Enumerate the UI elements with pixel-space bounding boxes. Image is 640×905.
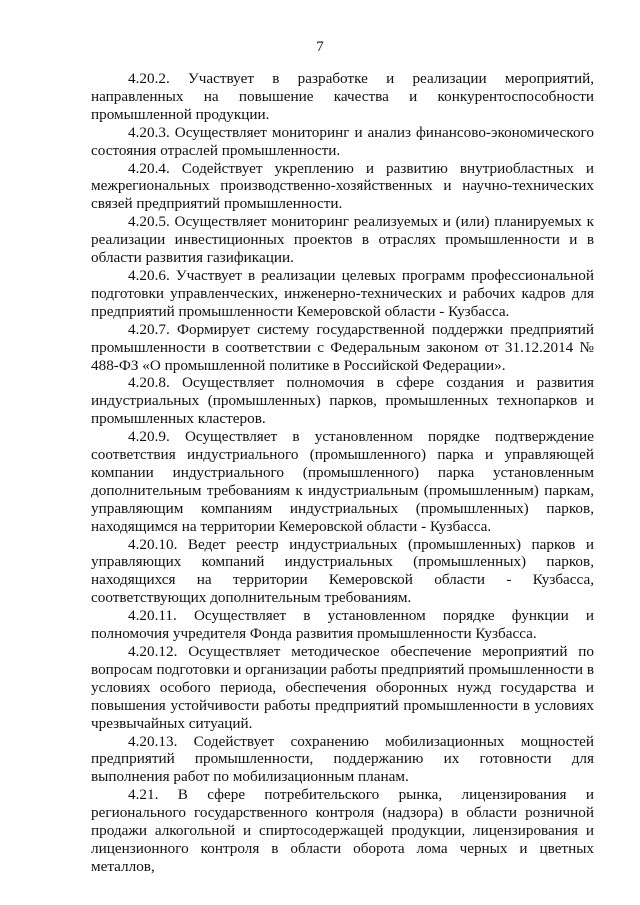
paragraph-4-20-6: 4.20.6. Участвует в реализации целевых программ профессиональной подготовки управленческих, инженерно-технических и рабочих кадров для предприятий промышленности Кемеровской области - Кузбасса. (91, 266, 594, 320)
paragraph-4-20-5: 4.20.5. Осуществляет мониторинг реализуемых и (или) планируемых к реализации инвестиционных проектов в отраслях промышленности и в области развития газификации. (91, 213, 594, 267)
paragraph-4-21: 4.21. В сфере потребительского рынка, лицензирования и регионального государственного контроля (надзора) в области розничной продажи алкогольной и спиртосодержащей продукции, лицензирования и лицензионного контроля в области оборота лома черных и цветных металлов, (91, 786, 594, 875)
paragraph-4-20-9: 4.20.9. Осуществляет в установленном порядке подтверждение соответствия индустриального (промышленного) парка и управляющей компании индустриального (промышленного) парка установленным дополнительным требованиям к индустриальным (промышленным) паркам, управляющим компаниям индустриальных (промышленных) парков, находящимся на территории Кемеровской области - Кузбасса. (91, 428, 594, 535)
paragraph-4-20-3: 4.20.3. Осуществляет мониторинг и анализ финансово-экономического состояния отраслей промышленности. (91, 123, 594, 159)
paragraph-4-20-7: 4.20.7. Формирует систему государственной поддержки предприятий промышленности в соответствии с Федеральным законом от 31.12.2014 № 488-ФЗ «О промышленной политике в Российской Федерации». (91, 320, 594, 374)
paragraph-4-20-13: 4.20.13. Содействует сохранению мобилизационных мощностей предприятий промышленности, поддержанию их готовности для выполнения работ по мобилизационным планам. (91, 732, 594, 786)
paragraph-4-20-8: 4.20.8. Осуществляет полномочия в сфере создания и развития индустриальных (промышленных) парков, промышленных технопарков и промышленных кластеров. (91, 374, 594, 428)
paragraph-4-20-2: 4.20.2. Участвует в разработке и реализации мероприятий, направленных на повышение качества и конкурентоспособности промышленной продукции. (91, 70, 594, 123)
document-body (91, 70, 594, 876)
paragraph-4-20-4: 4.20.4. Содействует укреплению и развитию внутриобластных и межрегиональных производственно-хозяйственных и научно-технических связей предприятий промышленности. (91, 159, 594, 213)
paragraph-4-20-11: 4.20.11. Осуществляет в установленном порядке функции и полномочия учредителя Фонда развития промышленности Кузбасса. (91, 607, 594, 643)
paragraph-4-20-10: 4.20.10. Ведет реестр индустриальных (промышленных) парков и управляющих компаний индустриальных (промышленных) парков, находящихся на территории Кемеровской области - Кузбасса, соответствующих дополнительным требованиям. (91, 535, 594, 607)
page-number: 7 (316, 39, 324, 55)
paragraph-4-20-12: 4.20.12. Осуществляет методическое обеспечение мероприятий по вопросам подготовки и организации работы предприятий промышленности в условиях особого периода, обеспечения оборонных нужд государства и повышения устойчивости работы предприятий промышленности в условиях чрезвычайных ситуаций. (91, 643, 594, 732)
